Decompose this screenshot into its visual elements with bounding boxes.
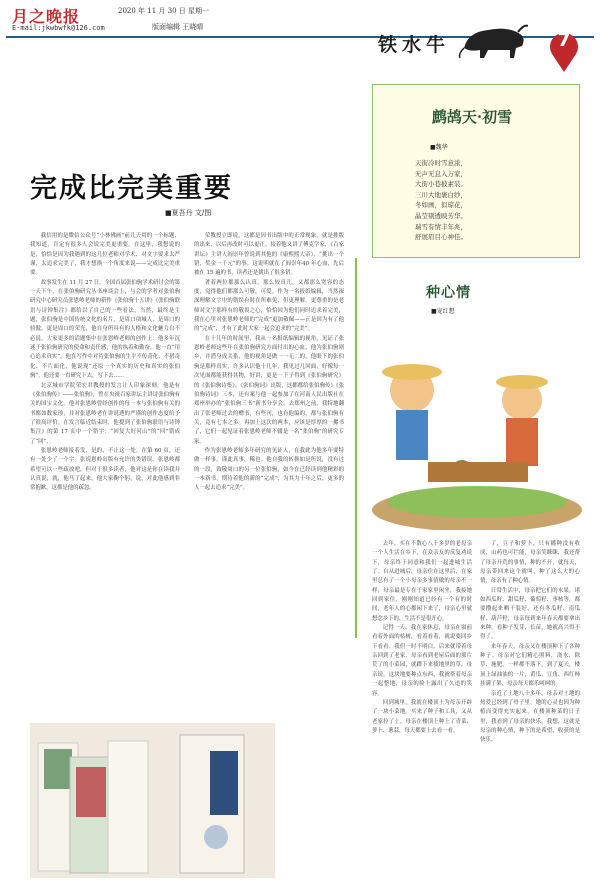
book-photo <box>30 723 275 878</box>
essay-paragraph: 来年春天，母亲又在楼顶种下了各种种子。母亲对它们精心照料，浇水、除草、施肥，一样都不落下。到了夏天，楼顶上绿油油的一片，黄瓜、豆角、西红柿挂满了架，母亲每天都乐呵呵的。 <box>480 643 580 688</box>
poem-line: 晶莹剔透映芳华。 <box>415 212 467 220</box>
article-paragraph: 作为张恩岭老师多年研究的见证人，在我此为他多年要特做一样事。谨此真事，稀也。他自我的转换如是所说，没有过的一段，致敬周口的另一位张伯驹，如今在已经读到他精彩的一本新书，期待着他的新的“完成”，为其力十年之后，更多的人一起去追求“完美”。 <box>194 447 344 492</box>
issue-date: 2020 年 11 月 30 日 星期一 <box>118 7 209 15</box>
poem-line: 舒展眉目心神佳。 <box>415 233 467 242</box>
essay-paragraph: 了，豆子和萝卜，只有播种没有收成，山药也可拦能，母亲笑眯眯，我还帮了母亲开荒的事情，种的不开，就每天，母亲带回来这个就叫，种了这么大的心情，母亲有了种心情。 <box>480 541 580 585</box>
article-paragraph: 著着两位都那么认真，那么较真儿，又都那么宽容的态度，觉得他们都那么可敬，可爱。作为一名报纸编辑，当然深深理解文字中的错误有时在所难免，但更理解，更尊重的是老师对文字那样有的敬畏之心，恰恰因为他们同时追求着完美，我在心里对张恩岭老师的“完成”更加敬佩——正是因为有了他的“完成”，才有了此时大家一起会追求的“完美”。 <box>194 279 344 333</box>
poem-line: 瑞雪有情丰年兆， <box>415 222 467 231</box>
farming-illustration-icon <box>372 330 582 530</box>
poem-line: 三川大地裹白纱， <box>415 190 467 199</box>
essay-title: 种心情 <box>426 285 471 301</box>
poem-title: 鹧鸪天·初雪 <box>431 108 513 126</box>
poem-line: 天街冷时雪意浓， <box>415 159 467 167</box>
essay-paragraph: 日常生活中，母亲把它们的水果，诸如西瓜籽、甜瓜籽、葡萄籽、枣核等，都要攒起来晒干装好，还有冬瓜籽、南瓜籽、葫芦籽，母亲每到来年春天都要拿出来种，看种子发芽，长苗，她就高兴得不得了。 <box>480 587 580 641</box>
article-paragraph: 张恩岭老师接着发，是的，不止这一处。在第 60 页，还有一处少了一个字。张说恩岭出版有允许的类错误。张恩岭都希望可以一些疏放吧，但对于很多读者，他对这是你在读我并认真说，就，他马了起来，他大家鞠个躬，说，对此他感到非常抱歉，这都是他的疏忽。 <box>30 447 180 492</box>
article-paragraph: 我信用的是微信公众号“小林佛画”前几天用的一个标题，我知道，肯定有很多人会说完美更重要。在这里，我想说的是，恰恰是因为我遇到的这几位老师对学术、对文字要求太严谨，太追求完美了，我才想换一个角度来说——完成比完美重要。 <box>30 233 180 277</box>
essay-accent-bar <box>355 258 357 638</box>
section-title: 铁水牛 <box>378 34 451 56</box>
poem-author: ■魏华 <box>430 144 448 151</box>
poem-line: 大街小巷披素装。 <box>415 180 467 189</box>
essay-column-2 <box>480 540 580 886</box>
page-number: 7 <box>557 29 571 51</box>
essay-paragraph: 去年，买在不散心八十多岁的老母亲一个人生活在乡下，在众亲友的反复劝说下，母亲终于同意和我们一起进城生活了。自从进城后，母亲住在这里后，在家里总有了一个小母亲多事情做的母亲不一样，母亲最是专在干家家里闲坐，我接她回到家住，刚刚知道已经有一个有的时间，老年人的心都闲下来了，母亲心里就想念乡下的，生活不是很开心。 <box>372 541 472 622</box>
poem-line: 无声无息入万家， <box>415 169 467 178</box>
article-title: 完成比完美重要 <box>30 173 233 204</box>
essay-paragraph: 亲近了土地八十多年，母亲对土地的热爱已经到了骨子里，她的心灵也因为种植而变得充实起来，在楼顶种菜的日子里，我看到了母亲的快乐。我想，这就是母亲的种心情，种下的是希望，收获的是快乐。 <box>480 690 580 744</box>
books-image-icon <box>30 723 275 878</box>
poem-line: 冬如画，似琼花， <box>415 201 467 210</box>
article-paragraph: 故事发生在 11 月 27 日，全国首届张伯驹学术研讨会的第一天下午，在张伯驹研究丛书座谈会上，与会的学者对张伯驹研究中心研究员张恩岭老师的新作《张伯驹十五讲》《张伯驹联语与诗钟集注》都给以了自己的一些看法，当然，最终是主题，张伯驹是中国传统文化的名片，是周口项城人，是周口的骄傲，更是周口的荣光，他自身所具有的人格和文化魅力自不必说。大家更多的话题集中在张恩岭老师的创作上：他多年沉迷于张伯驹研究的使命和责任感，他的执着和勤奋，他一直“用心追求真实”。他在写作中对待张伯驹的生平不传奇化、不猎奇化、不片面化，他说现“还原一个真实的历史和真实的张伯驹”。他还要一直研究下去，写下去…… <box>30 279 180 380</box>
bull-illustration-icon <box>458 18 528 60</box>
editor-email: E-mail:jkwbwfk@126.com <box>12 24 105 32</box>
article-byline: ■夏吾丹 文/图 <box>165 209 212 217</box>
essay-column-1 <box>372 540 472 886</box>
essay-paragraph: 回到城里，我就在楼顶上为母亲开辟了一块小菜地。买来了种子和工具，又从老家拉了土，母亲在楼顶上种上了青菜、萝卜、葱蒜，每天都要上去看一看。 <box>372 699 472 734</box>
masthead-logo: 月之晚报 <box>12 7 81 26</box>
essay-paragraph: 记得一天，我在家休息，母亲在窗前看着外面的枯树，看着看着，就说要回乡下看看。我们一时不明白，后来就带着母亲回到了老家，母亲看到老屋后面的那片荒了的小菜园，就蹲下来拔地里的草，母亲说，这块地要种点东西，我就帮着母亲一起整地，母亲的脸上露出了久违的笑容。 <box>372 625 472 697</box>
article-column-2 <box>194 232 344 706</box>
article-paragraph: 在十几年的时间里，我从一名报纸编辑的视角，见证了张恩岭老师这些年在张伯驹研究方面付出的心血，他为张伯驹则乡，并潜身成关系，他的视角是做一一无二的，他眼下的张伯驹是那样真实，许多认识他十几年，我见过几回面，好像每一次见面都能获得其物，好讲，更是一下子得到《张伯驹研究》的《张伯驹诗集》、《张伯驹词》出版，这都都给张伯驹传》《张伯驹诗词》三本，还有案与他一起参加了在河南人民出版社在郑州举办的“张伯驹三书”新书分享会，去郑州之前，我特地翻出了张老师过去的赠书，有些刊，也有他编的，都与张伯驹有关，竟有七本之多。再加上这次的两本，应该是厚厚的一摞书了，它们一起见证着张恩岭老师不辍是一名“张伯驹”的研究专家。 <box>194 335 344 445</box>
essay-author: ■宠红想 <box>431 308 455 315</box>
article-column-1 <box>30 232 180 706</box>
article-paragraph: 荣教授立即说，这都是因书出版中的正常现象，就是排版的出来，以后再改时可以更正。接着他又讲了傅克学家，《百家讲坛》主讲人阎崇年曾说到其他的《康熙熙大帝》，“挑出一个错，奖金一千元”的事。这说明就在了阎崇年40 年心血，先后被在 15 遍的书，读者还是挑出了很多错。 <box>194 233 344 277</box>
page-editor: 版面编辑 王晓晴 <box>152 23 204 31</box>
article-paragraph: 北京城市学院荣宏君教授的发言让人印象深刻。他是有《张伯驹传》——张伯驹》，曾在央视百家讲坛主讲诗张伯驹有关的国宝文化。他对张恩岭曾经创作的每一本与张伯驹有关的书都如数家珍，并对张恩岭老在讲说透的严谨的创作态度给予了很高评价。在发言临近结束时，他提到了张伯驹联语与诗钟集注》的第 17 页中一个错字：“回复大好河山”的“回”错成了“回”。 <box>30 382 180 445</box>
